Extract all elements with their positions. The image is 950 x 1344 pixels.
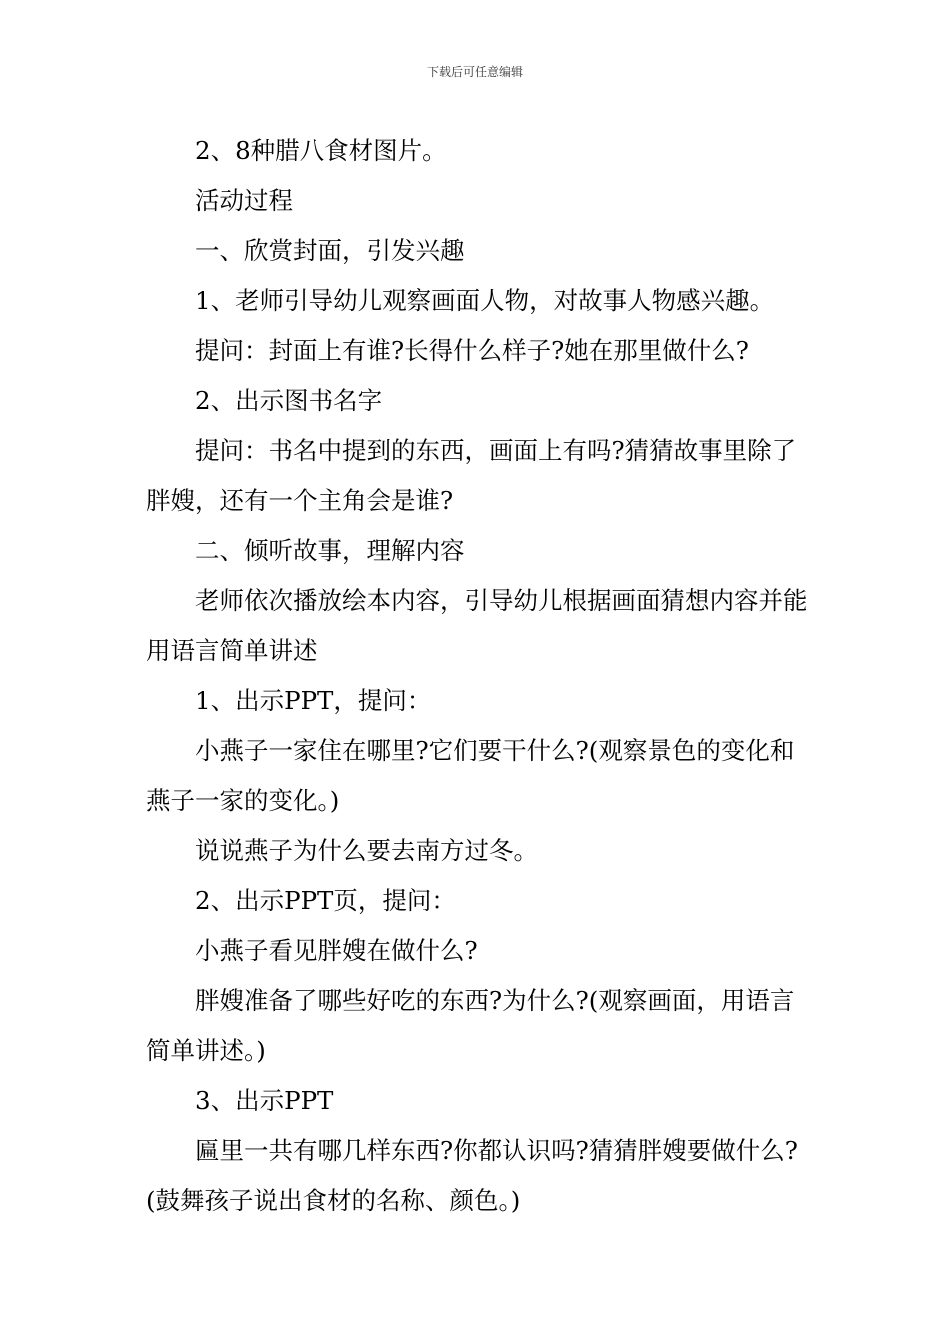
paragraph-question: 胖嫂准备了哪些好吃的东西?为什么?(观察画面，用语言简单讲述。) xyxy=(146,986,795,1065)
section-heading-process: 活动过程 xyxy=(195,186,293,215)
paragraph-question: 小燕子看见胖嫂在做什么? xyxy=(195,936,478,965)
section-heading-one: 一、欣赏封面，引发兴趣 xyxy=(195,236,465,265)
paragraph-materials: 2、8种腊八食材图片。 xyxy=(195,136,447,165)
paragraph-question: 提问：封面上有谁?长得什么样子?她在那里做什么? xyxy=(195,336,749,365)
paragraph-step: 3、出示PPT xyxy=(195,1086,334,1115)
page-header: 下载后可任意编辑 xyxy=(426,65,523,79)
document-body xyxy=(146,126,810,1226)
paragraph-step: 2、出示图书名字 xyxy=(195,386,383,415)
paragraph-question: 小燕子一家住在哪里?它们要干什么?(观察景色的变化和燕子一家的变化。) xyxy=(146,736,795,815)
paragraph-text: 老师依次播放绘本内容，引导幼儿根据画面猜想内容并能用语言简单讲述 xyxy=(146,586,808,665)
paragraph-step: 1、出示PPT，提问： xyxy=(195,686,432,715)
paragraph-question: 提问：书名中提到的东西，画面上有吗?猜猜故事里除了胖嫂，还有一个主角会是谁? xyxy=(146,436,797,515)
paragraph-question: 匾里一共有哪几样东西?你都认识吗?猜猜胖嫂要做什么?(鼓舞孩子说出食材的名称、颜色。) xyxy=(146,1136,798,1215)
paragraph-step: 1、老师引导幼儿观察画面人物，对故事人物感兴趣。 xyxy=(195,286,775,315)
section-heading-two: 二、倾听故事，理解内容 xyxy=(195,536,465,565)
paragraph-text: 说说燕子为什么要去南方过冬。 xyxy=(195,836,538,865)
paragraph-step: 2、出示PPT页，提问： xyxy=(195,886,456,915)
